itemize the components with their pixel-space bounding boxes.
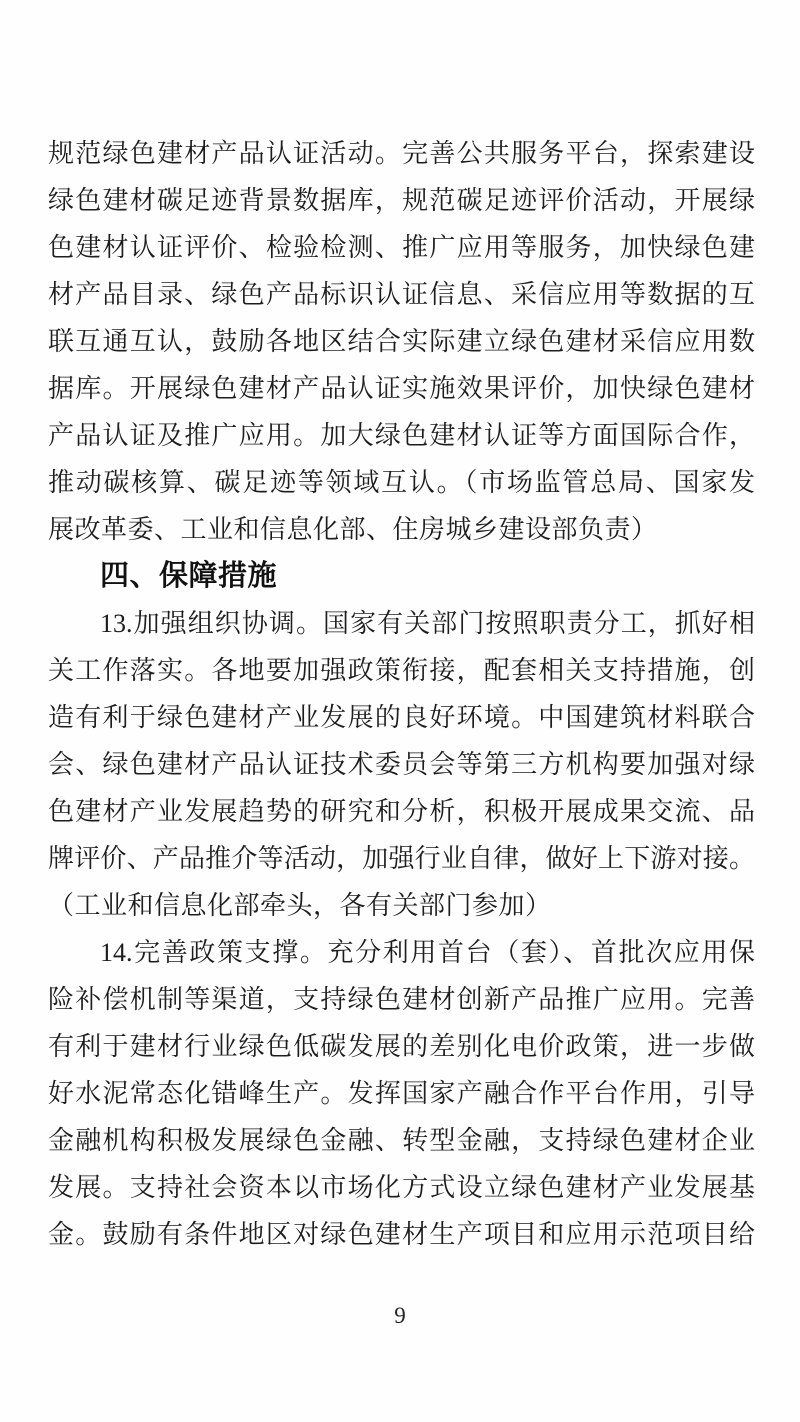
text-line: （工业和信息化部牵头，各有关部门参加） [48, 891, 552, 920]
text-line: 发展。支持社会资本以市场化方式设立绿色建材产业发展基 [48, 1173, 755, 1202]
text-line: 推动碳核算、碳足迹等领域互认。（市场监管总局、国家发 [48, 468, 755, 497]
text-line: 金。鼓励有条件地区对绿色建材生产项目和应用示范项目给 [48, 1220, 755, 1249]
text-line: 13.加强组织协调。国家有关部门按照职责分工，抓好相 [100, 609, 755, 638]
text-line: 绿色建材碳足迹背景数据库，规范碳足迹评价活动，开展绿 [48, 186, 755, 215]
text-block [48, 130, 755, 1258]
text-line: 规范绿色建材产品认证活动。完善公共服务平台，探索建设 [48, 139, 755, 168]
text-line: 有利于建材行业绿色低碳发展的差别化电价政策，进一步做 [48, 1032, 755, 1061]
text-line: 会、绿色建材产品认证技术委员会等第三方机构要加强对绿 [48, 750, 755, 779]
text-line: 好水泥常态化错峰生产。发挥国家产融合作平台作用，引导 [48, 1079, 755, 1108]
text-line: 关工作落实。各地要加强政策衔接，配套相关支持措施，创 [48, 656, 755, 685]
text-line: 据库。开展绿色建材产品认证实施效果评价，加快绿色建材 [48, 374, 755, 403]
text-line: 展改革委、工业和信息化部、住房城乡建设部负责） [48, 515, 658, 544]
text-line: 联互通互认，鼓励各地区结合实际建立绿色建材采信应用数 [48, 327, 755, 356]
text-line: 色建材认证评价、检验检测、推广应用等服务，加快绿色建 [48, 233, 755, 262]
text-line: 造有利于绿色建材产业发展的良好环境。中国建筑材料联合 [48, 703, 755, 732]
text-line: 14.完善政策支撑。充分利用首台（套）、首批次应用保 [100, 938, 755, 967]
text-line: 材产品目录、绿色产品标识认证信息、采信应用等数据的互 [48, 280, 755, 309]
text-line: 牌评价、产品推介等活动，加强行业自律，做好上下游对接。 [48, 844, 755, 873]
section-heading: 四、保障措施 [100, 560, 278, 592]
text-line: 产品认证及推广应用。加大绿色建材认证等方面国际合作， [48, 421, 755, 450]
text-line: 金融机构积极发展绿色金融、转型金融，支持绿色建材企业 [48, 1126, 755, 1155]
text-line: 险补偿机制等渠道，支持绿色建材创新产品推广应用。完善 [48, 985, 755, 1014]
page-number: 9 [394, 1303, 406, 1328]
text-line: 色建材产业发展趋势的研究和分析，积极开展成果交流、品 [48, 797, 755, 826]
